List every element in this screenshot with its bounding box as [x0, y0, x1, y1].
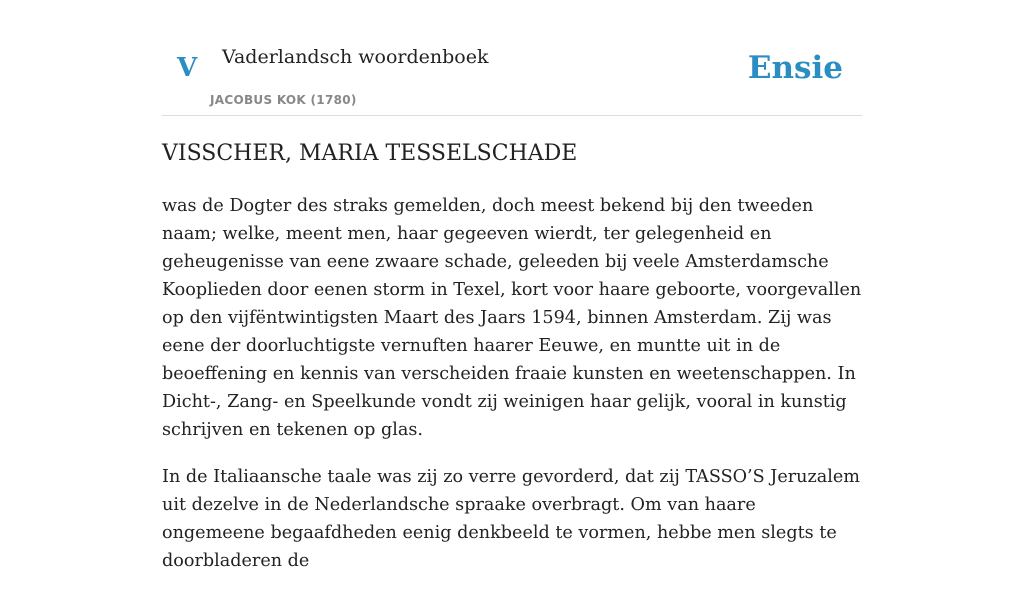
letter-index-link[interactable]: V	[177, 53, 198, 83]
ensie-logo[interactable]: Ensie	[747, 50, 843, 86]
book-author: JACOBUS KOK (1780)	[210, 93, 357, 107]
entry-content	[162, 192, 862, 594]
entry-paragraph: In de Italiaansche taale was zij zo verre gevorderd, dat zij TASSO’S Jeruzalem uit dezelve in de Nederlandsche spraake overbragt. Om van haare ongemeene begaafdheden eenig denkbeeld te vormen, hebbe men slegts te doorbladeren de	[162, 467, 860, 571]
entry-title: VISSCHER, MARIA TESSELSCHADE	[162, 141, 578, 166]
entry-paragraph: was de Dogter des straks gemelden, doch meest bekend bij den tweeden naam; welke, meent men, haar gegeeven wierdt, ter gelegenheid en geheugenisse van eene zwaare schade, geleeden bij veele Amsterdamsche Kooplieden door eenen storm in Texel, kort voor haare geboorte, voorgevallen op den vijfëntwintigsten Maart des Jaars 1594, binnen Amsterdam. Zij was eene der doorluchtigste vernuften haarer Eeuwe, en muntte uit in de beoeffening en kennis van verscheiden fraaie kunsten en weetenschappen. In Dicht-, Zang- en Speelkunde vondt zij weinigen haar gelijk, vooral in kunstig schrijven en tekenen op glas.	[162, 196, 862, 440]
book-header	[162, 40, 862, 116]
book-title[interactable]: Vaderlandsch woordenboek	[222, 46, 489, 68]
